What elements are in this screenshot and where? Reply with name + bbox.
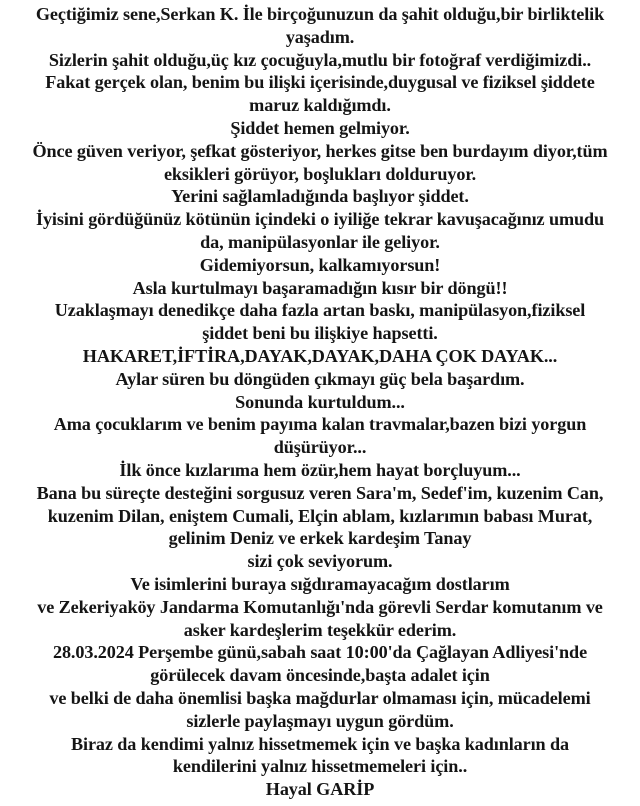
text-line: Uzaklaşmayı denedikçe daha fazla artan baskı, manipülasyon,fiziksel <box>54 300 586 321</box>
text-line: Ama çocuklarım ve benim payıma kalan travmalar,bazen bizi yorgun <box>53 414 587 435</box>
text-line: da, manipülasyonlar ile geliyor. <box>200 231 440 252</box>
text-line: sizlerle paylaşmayı uygun gördüm. <box>186 710 454 731</box>
text-line: Geçtiğimiz sene,Serkan K. İle birçoğunuzun da şahit olduğu,bir birliktelik <box>35 4 605 24</box>
text-line: ve belki de daha önemlisi başka mağdurlar olmaması için, mücadelemi <box>49 687 591 708</box>
text-line: düşürüyor... <box>273 437 367 458</box>
text-line: Ve isimlerini buraya sığdıramayacağım dostlarım <box>130 573 510 594</box>
text-line: HAKARET,İFTİRA,DAYAK,DAYAK,DAHA ÇOK DAYAK... <box>82 345 558 366</box>
text-line: eksikleri görüyor, boşlukları dolduruyor. <box>163 163 477 184</box>
text-line: Önce güven veriyor, şefkat gösteriyor, herkes gitse ben burdayım diyor,tüm <box>32 140 608 161</box>
text-line: Fakat gerçek olan, benim bu ilişki içerisinde,duygusal ve fiziksel şiddete <box>45 72 595 93</box>
text-line: kendilerini yalnız hissetmemeleri için.. <box>172 756 468 777</box>
text-line: Asla kurtulmayı başaramadığın kısır bir döngü!! <box>132 277 508 298</box>
text-line: İyisini gördüğünüz kötünün içindeki o iyiliğe tekrar kavuşacağınız umudu <box>35 209 605 230</box>
text-line: görülecek davam öncesinde,başta adalet için <box>150 665 490 686</box>
text-line: 28.03.2024 Perşembe günü,sabah saat 10:00'da Çağlayan Adliyesi'nde <box>52 642 588 663</box>
text-line: Sizlerin şahit olduğu,üç kız çocuğuyla,mutlu bir fotoğraf verdiğimizdi.. <box>48 49 592 70</box>
text-line: yaşadım. <box>285 26 355 47</box>
text-line: Bana bu süreçte desteğini sorgusuz veren Sara'm, Sedef'im, kuzenim Can, <box>36 482 604 503</box>
text-line: asker kardeşlerim teşekkür ederim. <box>183 619 457 640</box>
text-line: kuzenim Dilan, eniştem Cumali, Elçin ablam, kızlarımın babası Murat, <box>47 505 593 526</box>
text-line: Sonunda kurtuldum... <box>235 391 405 412</box>
text-line: Biraz da kendimi yalnız hissetmemek için ve başka kadınların da <box>70 733 570 754</box>
text-line: Yerini sağlamladığında başlıyor şiddet. <box>171 186 469 207</box>
text-line: Aylar süren bu döngüden çıkmayı güç bela başardım. <box>115 368 525 389</box>
text-line: şiddet beni bu ilişkiye hapsetti. <box>202 323 438 344</box>
text-line: İlk önce kızlarıma hem özür,hem hayat borçluyum... <box>119 459 521 480</box>
text-line: ve Zekeriyaköy Jandarma Komutanlığı'nda görevli Serdar komutanım ve <box>37 596 603 617</box>
text-line: sizi çok seviyorum. <box>247 551 393 572</box>
signature-line: Hayal GARİP <box>265 779 375 800</box>
text-line: gelinim Deniz ve erkek kardeşim Tanay <box>168 528 472 549</box>
text-line: maruz kaldığımdı. <box>249 95 391 116</box>
text-line: Gidemiyorsun, kalkamıyorsun! <box>199 254 441 275</box>
text-line: Şiddet hemen gelmiyor. <box>230 117 410 138</box>
